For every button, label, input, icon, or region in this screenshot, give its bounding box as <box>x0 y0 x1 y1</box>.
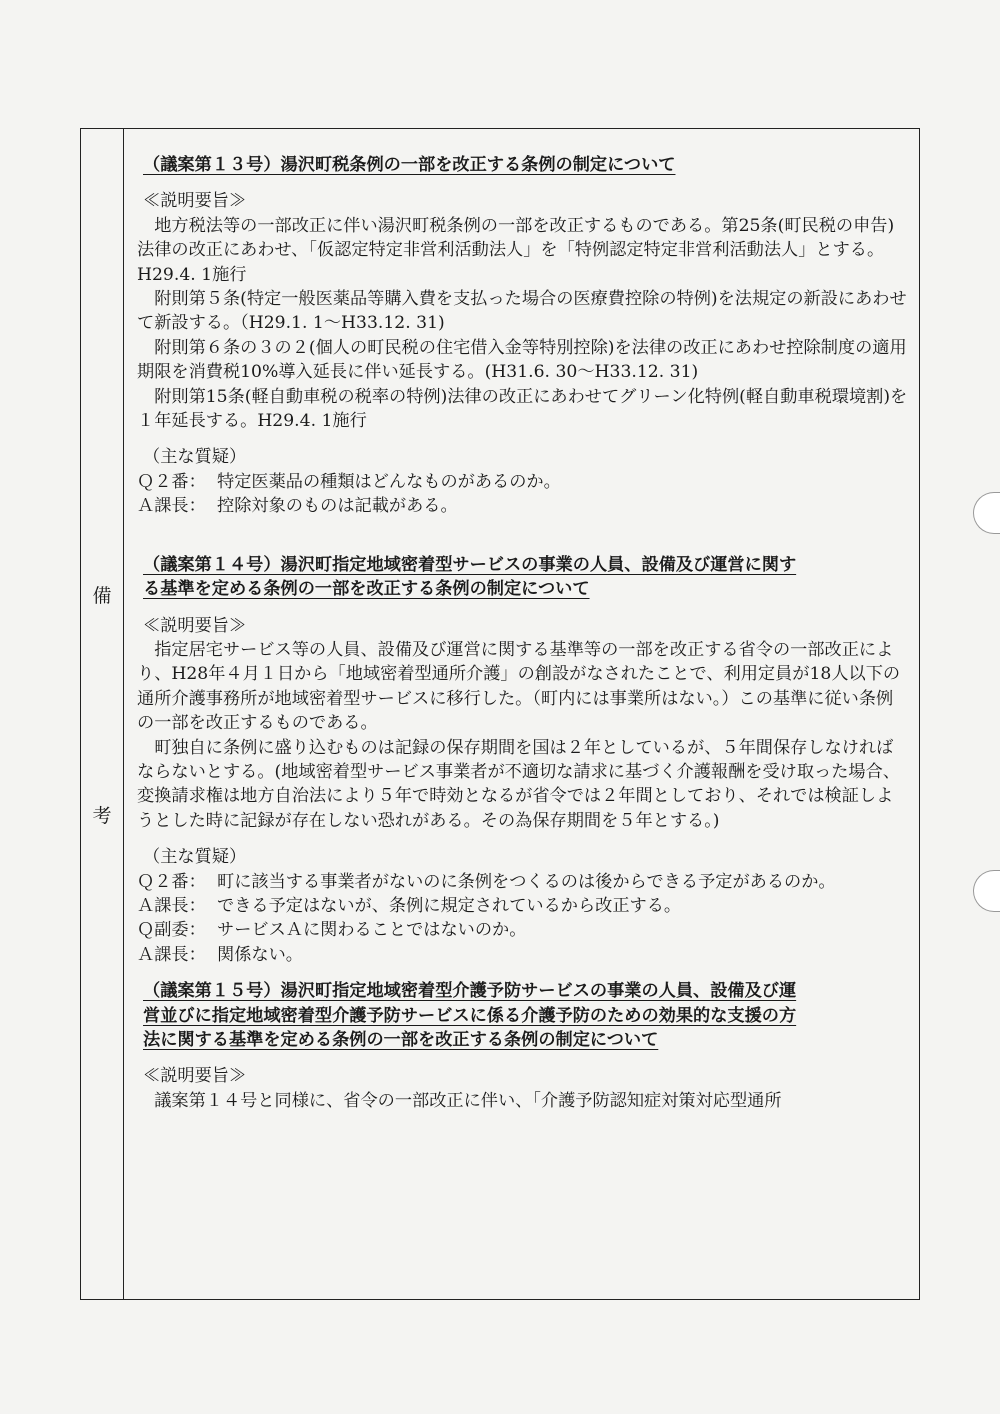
section-bill-15 <box>137 979 909 1113</box>
qa-text: できる予定はないが、条例に規定されているから改正する。 <box>217 895 682 916</box>
summary-label: ≪説明要旨≫ <box>143 615 247 636</box>
summary-label: ≪説明要旨≫ <box>143 191 247 212</box>
side-label-bi: 備 <box>92 585 112 607</box>
qa-label: （主な質疑） <box>143 847 247 868</box>
section-title-line: 法に関する基準を定める条例の一部を改正する条例の制定について <box>143 1030 659 1050</box>
speaker: Ｑ副委： <box>137 920 206 941</box>
section-title-line: （議案第１４号）湯沢町指定地域密着型サービスの事業の人員、設備及び運営に関す <box>143 554 797 575</box>
qa-text: 控除対象のものは記載がある。 <box>217 496 458 517</box>
document-table <box>80 128 920 1300</box>
section-title-line: 営並びに指定地域密着型介護予防サービスに係る介護予防のための効果的な支援の方 <box>143 1005 797 1026</box>
remarks-column <box>81 129 124 1299</box>
paragraph: 地方税法等の一部改正に伴い湯沢町税条例の一部を改正するものである。第25条(町民税の申告)法律の改正にあわせ、「仮認定特定非営利活動法人」を「特例認定特定非営利活動法人」とする。H29.4. 1施行 <box>137 215 895 285</box>
section-bill-14 <box>137 553 909 968</box>
remarks-content <box>137 153 909 1113</box>
punch-hole <box>973 492 1000 534</box>
speaker: Ｑ２番： <box>137 871 206 892</box>
qa-text: 関係ない。 <box>217 944 303 965</box>
qa-line <box>137 918 909 942</box>
qa-line <box>137 494 909 518</box>
paragraph: 附則第６条の３の２(個人の町民税の住宅借入金等特別控除)を法律の改正にあわせ控除制度の適用期限を消費税10%導入延長に伴い延長する。(H31.6. 30～H33.12. 31) <box>137 337 907 383</box>
qa-line <box>137 470 909 494</box>
qa-text: 特定医薬品の種類はどんなものがあるのか。 <box>217 471 561 492</box>
speaker: Ａ課長： <box>137 496 206 517</box>
section-bill-13 <box>137 153 909 519</box>
paragraph: 附則第５条(特定一般医薬品等購入費を支払った場合の医療費控除の特例)を法規定の新設にあわせて新設する。（H29.1. 1～H33.12. 31) <box>137 289 907 334</box>
qa-line <box>137 894 909 918</box>
qa-line <box>137 870 909 894</box>
paragraph: 議案第１４号と同様に、省令の一部改正に伴い、「介護予防認知症対策対応型通所 <box>154 1090 782 1111</box>
qa-label: （主な質疑） <box>143 447 247 468</box>
punch-hole <box>973 870 1000 912</box>
qa-text: 町に該当する事業者がないのに条例をつくるのは後からできる予定があるのか。 <box>217 871 836 892</box>
speaker: Ｑ２番： <box>137 471 206 492</box>
speaker: Ａ課長： <box>137 944 206 965</box>
section-title-line: る基準を定める条例の一部を改正する条例の制定について <box>143 579 590 600</box>
side-label-ko: 考 <box>92 805 112 827</box>
summary-label: ≪説明要旨≫ <box>143 1066 247 1087</box>
section-title: （議案第１３号）湯沢町税条例の一部を改正する条例の制定について <box>143 155 676 175</box>
section-title-line: （議案第１５号）湯沢町指定地域密着型介護予防サービスの事業の人員、設備及び運 <box>143 981 797 1002</box>
paragraph: 町独自に条例に盛り込むものは記録の保存期間を国は２年としているが、５年間保存しなければならないとする。(地域密着型サービス事業者が不適切な請求に基づく介護報酬を受け取った場合、変換請求権は地方自治法により５年で時効となるが省令では２年間としており、それでは検証しようとした時に記録が存在しない恐れがある。その為保存期間を５年とする。) <box>137 737 900 831</box>
speaker: Ａ課長： <box>137 895 206 916</box>
paragraph: 附則第15条(軽自動車税の税率の特例)法律の改正にあわせてグリーン化特例(軽自動車税環境割)を１年延長する。H29.4. 1施行 <box>137 386 908 432</box>
qa-line <box>137 943 909 967</box>
qa-text: サービスＡに関わることではないのか。 <box>217 920 527 941</box>
paragraph: 指定居宅サービス等の人員、設備及び運営に関する基準等の一部を改正する省令の一部改正により、H28年４月１日から「地域密着型通所介護」の創設がなされたことで、利用定員が18人以下の通所介護事務所が地域密着型サービスに移行した。（町内には事業所はない。）この基準に従い条例の一部を改正するものである。 <box>137 639 901 734</box>
